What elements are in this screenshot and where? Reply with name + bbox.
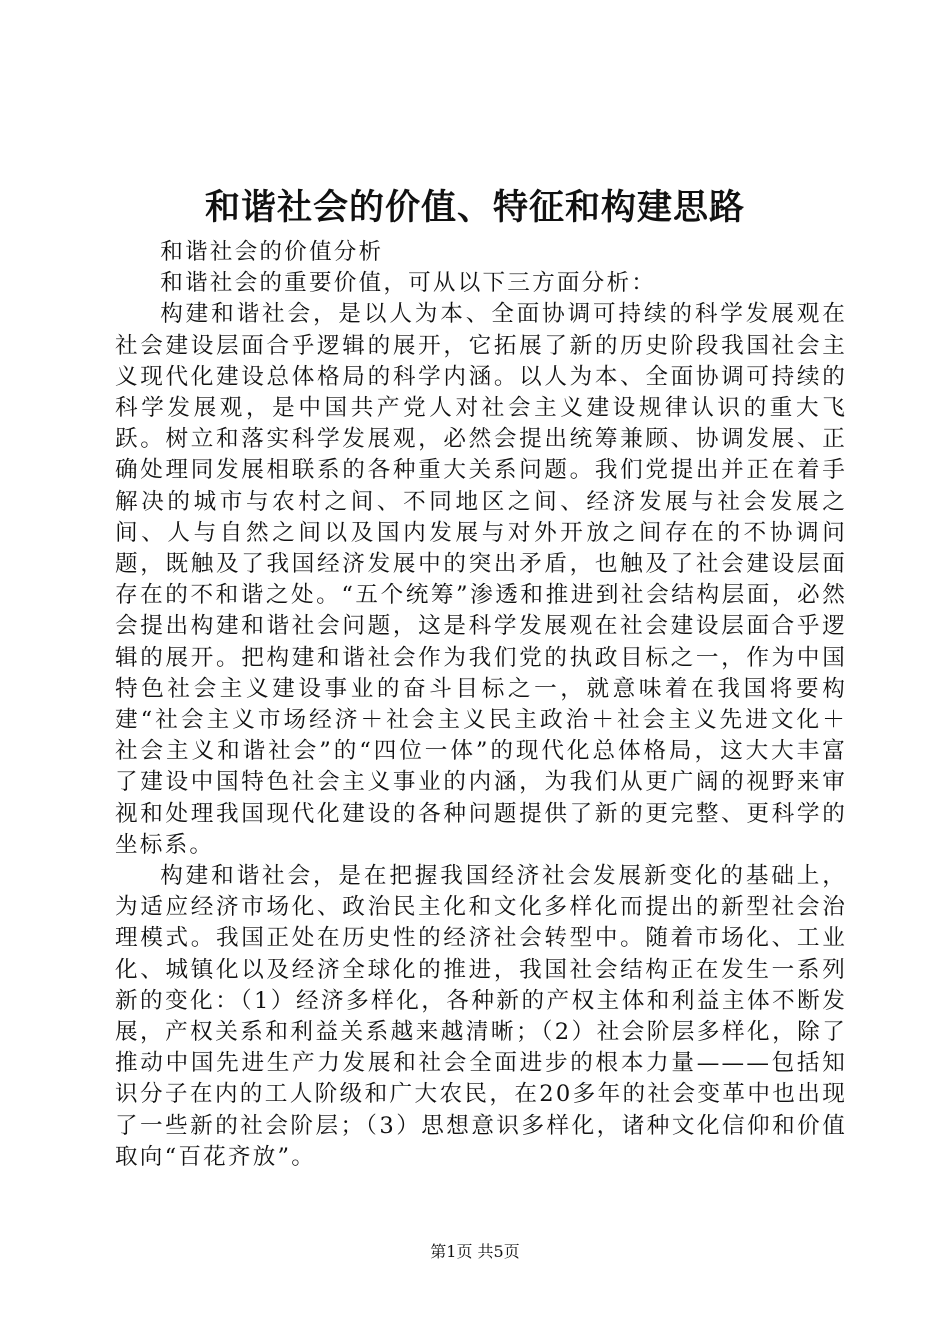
body-paragraph: 构建和谐社会，是以人为本、全面协调可持续的科学发展观在社会建设层面合乎逻辑的展开，它拓展了新的历史阶段我国社会主义现代化建设总体格局的科学内涵。以人为本、全面协调可持续的科学发展观，是中国共产党人对社会主义建设规律认识的重大飞跃。树立和落实科学发展观，必然会提出统筹兼顾、协调发展、正确处理同发展相联系的各种重大关系问题。我们党提出并正在着手解决的城市与农村之间、不同地区之间、经济发展与社会发展之间、人与自然之间以及国内发展与对外开放之间存在的不协调问题，既触及了我国经济发展中的突出矛盾，也触及了社会建设层面存在的不和谐之处。“五个统筹”渗透和推进到社会结构层面，必然会提出构建和谐社会问题，这是科学发展观在社会建设层面合乎逻辑的展开。把构建和谐社会作为我们党的执政目标之一，作为中国特色社会主义建设事业的奋斗目标之一，就意味着在我国将要构建“社会主义市场经济＋社会主义民主政治＋社会主义先进文化＋社会主义和谐社会”的“四位一体”的现代化总体格局，这大大丰富了建设中国特色社会主义事业的内涵，为我们从更广阔的视野来审视和处理我国现代化建设的各种问题提供了新的更完整、更科学的坐标系。 — [115, 301, 847, 858]
document-title: 和谐社会的价值、特征和构建思路 — [204, 187, 745, 228]
document-body — [115, 237, 847, 1173]
body-paragraph: 构建和谐社会，是在把握我国经济社会发展新变化的基础上，为适应经济市场化、政治民主化和文化多样化而提出的新型社会治理模式。我国正处在历史性的经济社会转型中。随着市场化、工业化、城镇化以及经济全球化的推进，我国社会结构正在发生一系列新的变化：（1）经济多样化，各种新的产权主体和利益主体不断发展，产权关系和利益关系越来越清晰；（2）社会阶层多样化，除了推动中国先进生产力发展和社会全面进步的根本力量———包括知识分子在内的工人阶级和广大农民，在20多年的社会变革中也出现了一些新的社会阶层；（3）思想意识多样化，诸种文化信仰和价值取向“百花齐放”。 — [115, 863, 847, 1170]
page-footer: 第1页 共5页 — [430, 1242, 520, 1261]
section-heading: 和谐社会的价值分析 — [160, 239, 384, 265]
intro-paragraph: 和谐社会的重要价值，可从以下三方面分析： — [160, 270, 657, 297]
